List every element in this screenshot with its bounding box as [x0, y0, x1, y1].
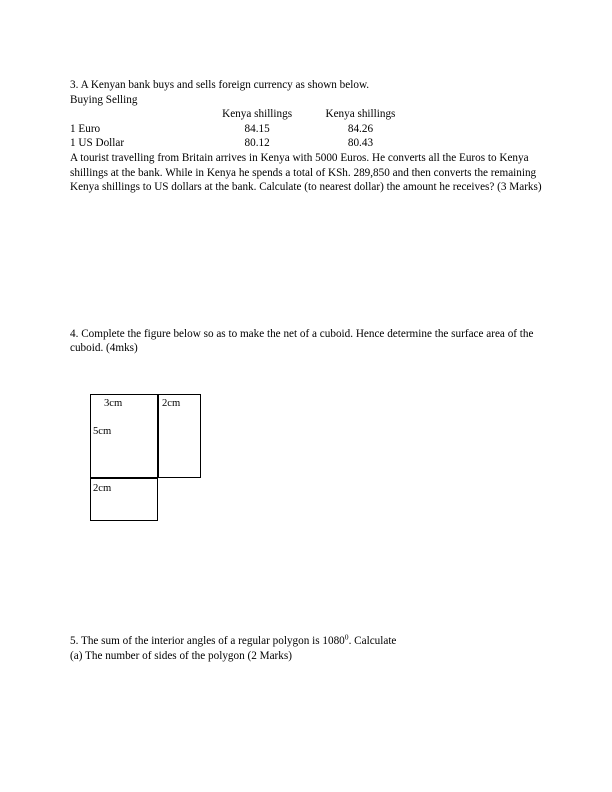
figure-label-bottom-left: 2cm — [93, 482, 112, 494]
spacer-answer-space-q4 — [70, 522, 548, 634]
currency-rate-table — [70, 107, 410, 151]
question-5-line-1 — [70, 634, 548, 649]
figure-label-top-left: 3cm — [104, 397, 123, 409]
question-5 — [70, 634, 548, 663]
spacer-before-figure — [70, 356, 548, 382]
table-header-row — [70, 107, 410, 122]
figure-label-top-right: 2cm — [162, 397, 181, 409]
figure-container — [70, 382, 548, 522]
question-5-text-pre: 5. The sum of the interior angles of a regular polygon is 1080 — [70, 634, 345, 647]
question-4-body: 4. Complete the figure below so as to make the net of a cuboid. Hence determine the surface area of the cuboid. (4mks) — [70, 327, 534, 355]
table-header-selling: Kenya shillings — [325, 108, 396, 121]
euro-selling-rate: 84.26 — [347, 122, 374, 135]
question-3-body: A tourist travelling from Britain arrives in Kenya with 5000 Euros. He converts all the Euros to Kenya shillings at the bank. While in Kenya he spends a total of KSh. 289,850 and then converts the remaining Kenya shillings to US dollars at the bank. Calculate (to nearest dollar) the amount he receives? (3 Marks) — [70, 151, 542, 194]
document-content — [70, 78, 548, 663]
question-5-part-a: (a) The number of sides of the polygon (2 Marks) — [70, 649, 292, 662]
row-label-usdollar: 1 US Dollar — [70, 137, 125, 150]
net-of-cuboid-figure — [90, 394, 210, 518]
table-header-blank — [70, 107, 203, 122]
question-3-intro: 3. A Kenyan bank buys and sells foreign currency as shown below. — [70, 79, 370, 91]
euro-buying-rate: 84.15 — [244, 122, 270, 135]
usdollar-selling-rate: 80.43 — [347, 137, 374, 150]
question-4 — [70, 327, 548, 522]
row-label-euro: 1 Euro — [70, 122, 101, 135]
question-3 — [70, 78, 548, 195]
spacer-answer-space-q3 — [70, 195, 548, 327]
figure-label-left-height: 5cm — [93, 425, 112, 437]
table-header-buying: Kenya shillings — [222, 108, 293, 121]
question-5-degree-exponent: 0 — [344, 632, 349, 642]
usdollar-buying-rate: 80.12 — [244, 137, 270, 150]
table-row — [70, 136, 410, 151]
question-3-subheading: Buying Selling — [70, 93, 138, 106]
question-5-text-post: . Calculate — [348, 634, 397, 647]
table-row — [70, 122, 410, 137]
